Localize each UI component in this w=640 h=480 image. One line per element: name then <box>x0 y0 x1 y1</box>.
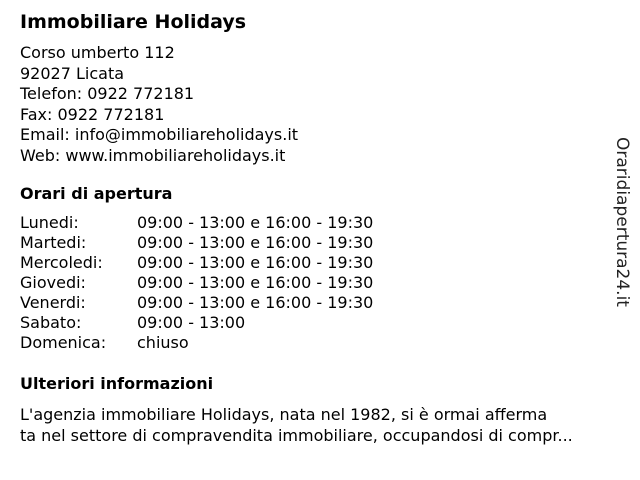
business-name: Immobiliare Holidays <box>20 11 247 33</box>
description-text <box>20 404 573 446</box>
description-line: L'agenzia immobiliare Holidays, nata nel 1982, si è ormai afferma <box>20 405 548 424</box>
contact-block <box>20 43 298 166</box>
description-line: ta nel settore di compravendita immobiliare, occupandosi di compr... <box>20 426 573 445</box>
time-value: 09:00 - 13:00 e 16:00 - 19:30 <box>137 273 374 292</box>
day-label: Sabato: <box>20 313 82 332</box>
time-value: chiuso <box>137 333 189 352</box>
fax-line: Fax: 0922 772181 <box>20 104 165 124</box>
day-label: Venerdi: <box>20 293 86 312</box>
day-label: Giovedi: <box>20 273 86 292</box>
web-line: Web: www.immobiliareholidays.it <box>20 145 286 165</box>
more-info-heading: Ulteriori informazioni <box>20 374 214 393</box>
time-value: 09:00 - 13:00 e 16:00 - 19:30 <box>137 253 374 272</box>
day-label: Martedi: <box>20 233 87 252</box>
email-line: Email: info@immobiliareholidays.it <box>20 125 299 144</box>
address-line: Corso umberto 112 <box>20 43 175 62</box>
time-value: 09:00 - 13:00 <box>137 313 246 332</box>
day-label: Mercoledi: <box>20 253 103 272</box>
city-line: 92027 Licata <box>20 63 125 83</box>
day-label: Domenica: <box>20 333 107 352</box>
site-watermark: Oraridiapertura24.it <box>612 137 632 307</box>
day-label: Lunedi: <box>20 213 79 232</box>
time-value: 09:00 - 13:00 e 16:00 - 19:30 <box>137 213 374 232</box>
time-value: 09:00 - 13:00 e 16:00 - 19:30 <box>137 293 374 312</box>
phone-line: Telefon: 0922 772181 <box>20 84 195 103</box>
time-value: 09:00 - 13:00 e 16:00 - 19:30 <box>137 233 374 252</box>
opening-hours-heading: Orari di apertura <box>20 184 173 203</box>
